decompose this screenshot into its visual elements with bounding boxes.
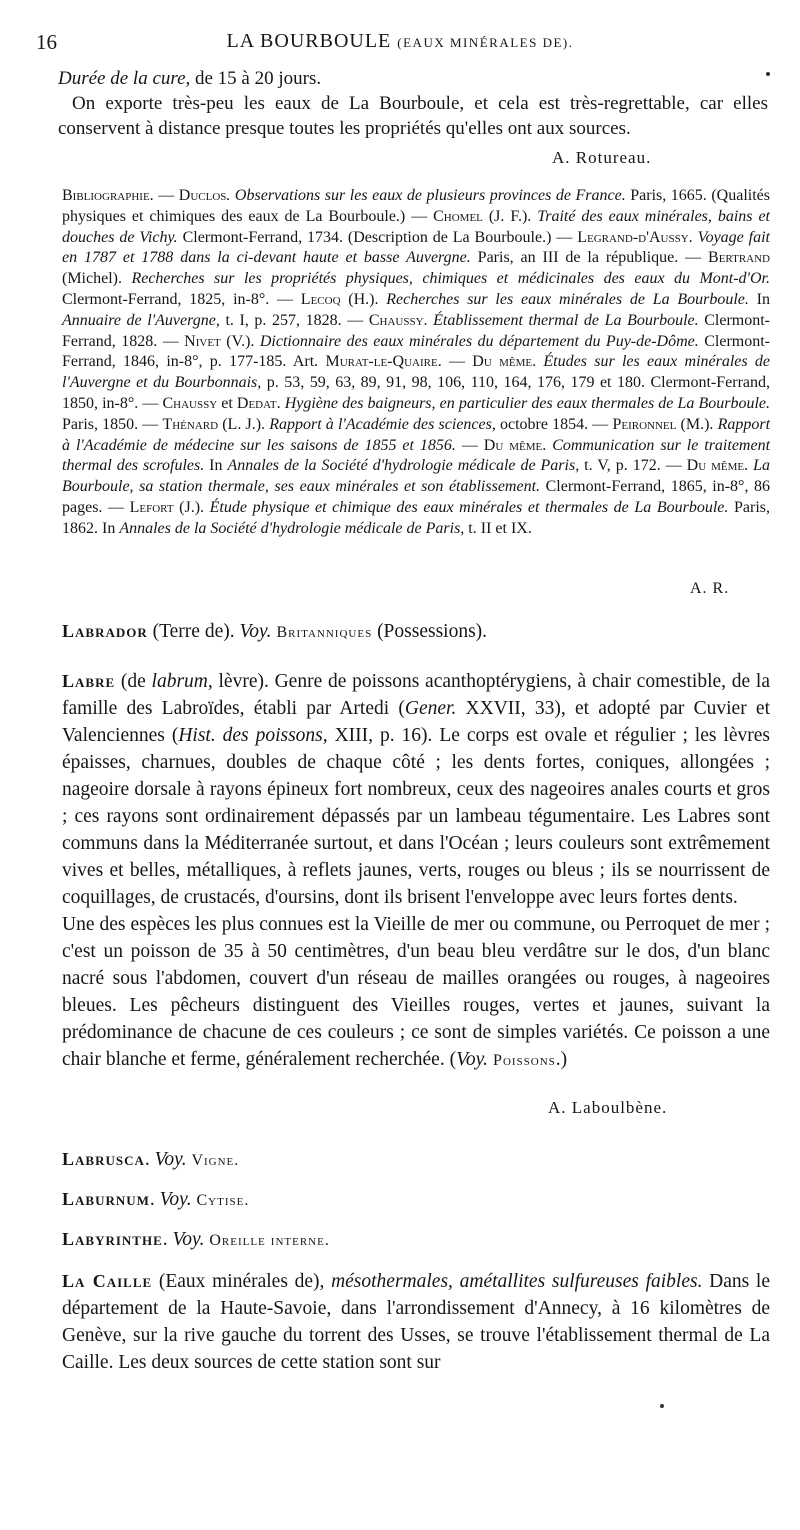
text: .: [276, 394, 285, 412]
author: Chaussy: [162, 394, 218, 412]
text: (Terre de).: [147, 621, 240, 642]
author: Chaussy: [368, 311, 424, 329]
title: Annales de la Société d'hydrologie médicale de Paris,: [227, 457, 580, 475]
author: Lefort: [129, 498, 174, 516]
voy-label: Voy.: [159, 1189, 192, 1210]
author: Du même: [472, 353, 533, 371]
text: .: [688, 228, 698, 246]
title: Recherches sur les eaux minérales de La Bourboule.: [386, 290, 749, 308]
title: Voyage fait en 1787 et 1788 dans la ci-devant haute et basse Auvergne.: [62, 228, 770, 267]
author: Du même: [483, 436, 543, 454]
author: Lecoq: [300, 290, 341, 308]
text: Paris, 1665. (Qualités physiques et chimiques des eaux de La Bourboule.) —: [62, 187, 770, 225]
text: (de: [115, 671, 152, 692]
title: Établissement thermal de La Bourboule.: [433, 311, 699, 329]
signature-ar: A. R.: [690, 580, 730, 597]
text: .: [532, 353, 544, 371]
title: Hygiène des baigneurs, en particulier des eaux thermales de La Bourboule.: [284, 394, 771, 412]
text: .): [555, 1049, 568, 1070]
text: .: [542, 436, 553, 454]
author: Nivet: [184, 332, 221, 350]
headword-laburnum: Laburnum: [62, 1189, 150, 1209]
text: (J.).: [173, 498, 210, 516]
text: t. II et IX.: [464, 519, 532, 537]
text: (Eaux minérales de),: [152, 1271, 332, 1292]
text: XIII, p. 16). Le corps est ovale et régulier ; les lèvres épaisses, charnues, doubles de chaque côté ; les dents fortes, coniques, allongées ; nageoire dorsale à rayons épineux fort nombreux, ceux des nageoires anales courts et gros ; ces rayons sont ordinairement dépassés par un lambeau tégumentaire. Les Labres sont communs dans la Méditerranée surtout, et dans l'Océan ; leurs couleurs sont extrêmement vives et belles, métalliques, à reflets jaunes, verts, rouges ou bleus ; ils se nourrissent de coquillages, de crustacés, d'oursins, dont ils brisent l'enveloppe avec leurs fortes dents.: [62, 725, 770, 908]
headword-labyrinthe: Labyrinthe: [62, 1229, 163, 1249]
labre-paragraph-1: [62, 668, 770, 911]
headword-labre: Labre: [62, 671, 116, 691]
text: Clermont-Ferrand, 1734. (Description de La Bourboule.) —: [177, 228, 578, 246]
title: Recherches sur les propriétés physiques, chimiques et médicinales des eaux du Mont-d'Or.: [131, 270, 770, 288]
text: Paris, 1862. In: [62, 498, 770, 537]
text: —: [455, 436, 484, 454]
cross-reference: Poissons: [488, 1052, 556, 1069]
running-head-subtitle: (EAUX MINÉRALES DE).: [397, 35, 574, 50]
text: Clermont-Ferrand, 1825, in-8°. —: [62, 290, 301, 308]
author: Peironnel: [612, 415, 677, 433]
title: Rapport à l'Académie de médecine sur les saisons de 1855 et 1856.: [62, 415, 771, 454]
text: et: [217, 394, 237, 412]
text: XXVII, 33), et adopté par Cuvier et Valenciennes (: [62, 698, 770, 746]
voy-label: Voy.: [239, 621, 272, 642]
text: (M.).: [676, 415, 718, 433]
author: Legrand-d'Aussy: [577, 228, 689, 246]
title: Hist. des poissons,: [178, 725, 328, 746]
bibliography-label: Bibliographie.: [62, 187, 154, 204]
author: Dedat: [236, 394, 277, 412]
voy-label: Voy.: [154, 1149, 187, 1170]
text: Clermont-Ferrand, 1865, in-8°, 86 pages. —: [62, 478, 771, 516]
text: In: [204, 457, 228, 475]
text: (J. F.).: [482, 207, 538, 225]
print-speck: [660, 1404, 664, 1408]
author: Murat-le-Quaire: [325, 353, 438, 371]
headword-labrusca: Labrusca: [62, 1149, 145, 1169]
title: Étude physique et chimique des eaux minérales et thermales de La Bourboule.: [209, 498, 729, 516]
duree-value: de 15 à 20 jours.: [195, 68, 322, 89]
title: Annales de la Société d'hydrologie médicale de Paris,: [119, 519, 465, 537]
text: (V.).: [220, 332, 260, 350]
text: Dans le département de la Haute-Savoie, dans l'arrondissement d'Annecy, à 16 kilomètres de Genève, sur la rive gauche du torrent des Usses, se trouve l'établissement thermal de La Caille. Les deux sources de cette station sont sur: [62, 1271, 770, 1373]
entry-labre: [62, 668, 770, 1074]
author: Chomel: [433, 207, 483, 225]
author: Duclos: [178, 187, 227, 204]
running-head-title: LA BOURBOULE: [226, 30, 392, 52]
text: .: [423, 311, 434, 329]
text: . —: [437, 353, 473, 371]
title: Communication sur le traitement thermal des scrofules.: [62, 436, 771, 475]
text: (Michel).: [62, 270, 132, 288]
entry-labrador: [62, 618, 770, 646]
text: t. V, p. 172. —: [579, 457, 687, 475]
author: Thénard: [162, 415, 219, 433]
cross-reference: Oreille interne.: [209, 1232, 330, 1249]
text: , lèvre). Genre de poissons acanthoptérygiens, à chair comestible, de la famille des Labroïdes, établi par Artedi (: [62, 671, 770, 719]
text: Une des espèces les plus connues est la Vieille de mer ou commune, ou Perroquet de mer ; c'est un poisson de 35 à 50 centimètres, d'un beau bleu verdâtre sur le dos, d'un blanc nacré sous l'abdomen, couvert d'un réseau de mailles orangées ou rouges, à nageoires bleues. Les pêcheurs distinguent des Vieilles rouges, vertes et jaunes, suivant la prédominance de chacune de ces couleurs ; ce sont de simples variétés. Ce poisson a une chair blanche et ferme, généralement recherchée. (: [62, 914, 770, 1070]
duree-line: [58, 66, 768, 91]
author: Du même: [686, 457, 745, 475]
title: Dictionnaire des eaux minérales du département du Puy-de-Dôme.: [259, 332, 699, 350]
text: Clermont-Ferrand, 1846, in-8°, p. 177-185. Art.: [62, 332, 771, 371]
title: Gener.: [404, 698, 457, 719]
voy-label: Voy.: [172, 1229, 205, 1250]
bibliography: [62, 186, 770, 540]
latin-term: labrum: [151, 671, 208, 692]
headword-la-caille: La Caille: [62, 1271, 153, 1291]
author: Bertrand: [708, 249, 770, 267]
text: (H.).: [340, 290, 387, 308]
text: (L. J.).: [218, 415, 270, 433]
headword-labrador: Labrador: [62, 621, 148, 641]
duree-label: Durée de la cure,: [58, 68, 191, 89]
title: Rapport à l'Académie des sciences,: [269, 415, 496, 433]
title: La Bourboule, sa station thermale, ses eaux minérales et son établissement.: [62, 457, 771, 496]
text: Clermont-Ferrand, 1828. —: [62, 311, 771, 350]
text: (Possessions).: [372, 621, 488, 642]
text: Paris, 1850. —: [62, 415, 163, 433]
bourboule-conclusion: [58, 66, 768, 141]
text: .: [744, 457, 754, 475]
voy-label: Voy.: [456, 1049, 489, 1070]
classification: mésothermales, amétallites sulfureuses faibles.: [331, 1271, 703, 1292]
page-number: 16: [36, 30, 57, 54]
title: Études sur les eaux minérales de l'Auvergne et du Bourbonnais,: [62, 353, 771, 392]
cross-reference: Britanniques: [271, 624, 373, 641]
signature-rotureau: A. Rotureau.: [552, 148, 652, 167]
entry-labrusca: Labrusca. Voy. Vigne.: [62, 1149, 240, 1170]
signature-laboulbene: A. Laboulbène.: [548, 1098, 668, 1117]
entry-la-caille: [62, 1268, 770, 1376]
text: octobre 1854. —: [495, 415, 613, 433]
entry-labyrinthe: Labyrinthe. Voy. Oreille interne.: [62, 1229, 330, 1250]
cross-reference: Vigne.: [191, 1152, 240, 1169]
title: Traité des eaux minérales, bains et douches de Vichy.: [62, 207, 770, 246]
cross-reference: Cytise.: [196, 1192, 250, 1209]
page-header: [36, 30, 764, 56]
title: Annuaire de l'Auvergne,: [62, 311, 220, 329]
text: —: [153, 187, 179, 204]
title: . Observations sur les eaux de plusieurs provinces de France.: [226, 187, 626, 204]
export-paragraph: On exporte très-peu les eaux de La Bourboule, et cela est très-regrettable, car elles conservent à distance presque toutes les propriétés qu'elles ont aux sources.: [58, 93, 768, 139]
text: t. I, p. 257, 1828. —: [219, 311, 369, 329]
labre-paragraph-2: [62, 911, 770, 1074]
text: p. 53, 59, 63, 89, 91, 98, 106, 110, 164, 176, 179 et 180. Clermont-Ferrand, 1850, in-8°. —: [62, 374, 770, 412]
text: In: [748, 290, 771, 308]
print-speck: [766, 72, 770, 76]
running-head: [36, 30, 764, 53]
text: Paris, an III de la république. —: [470, 249, 709, 267]
entry-laburnum: Laburnum. Voy. Cytise.: [62, 1189, 250, 1210]
